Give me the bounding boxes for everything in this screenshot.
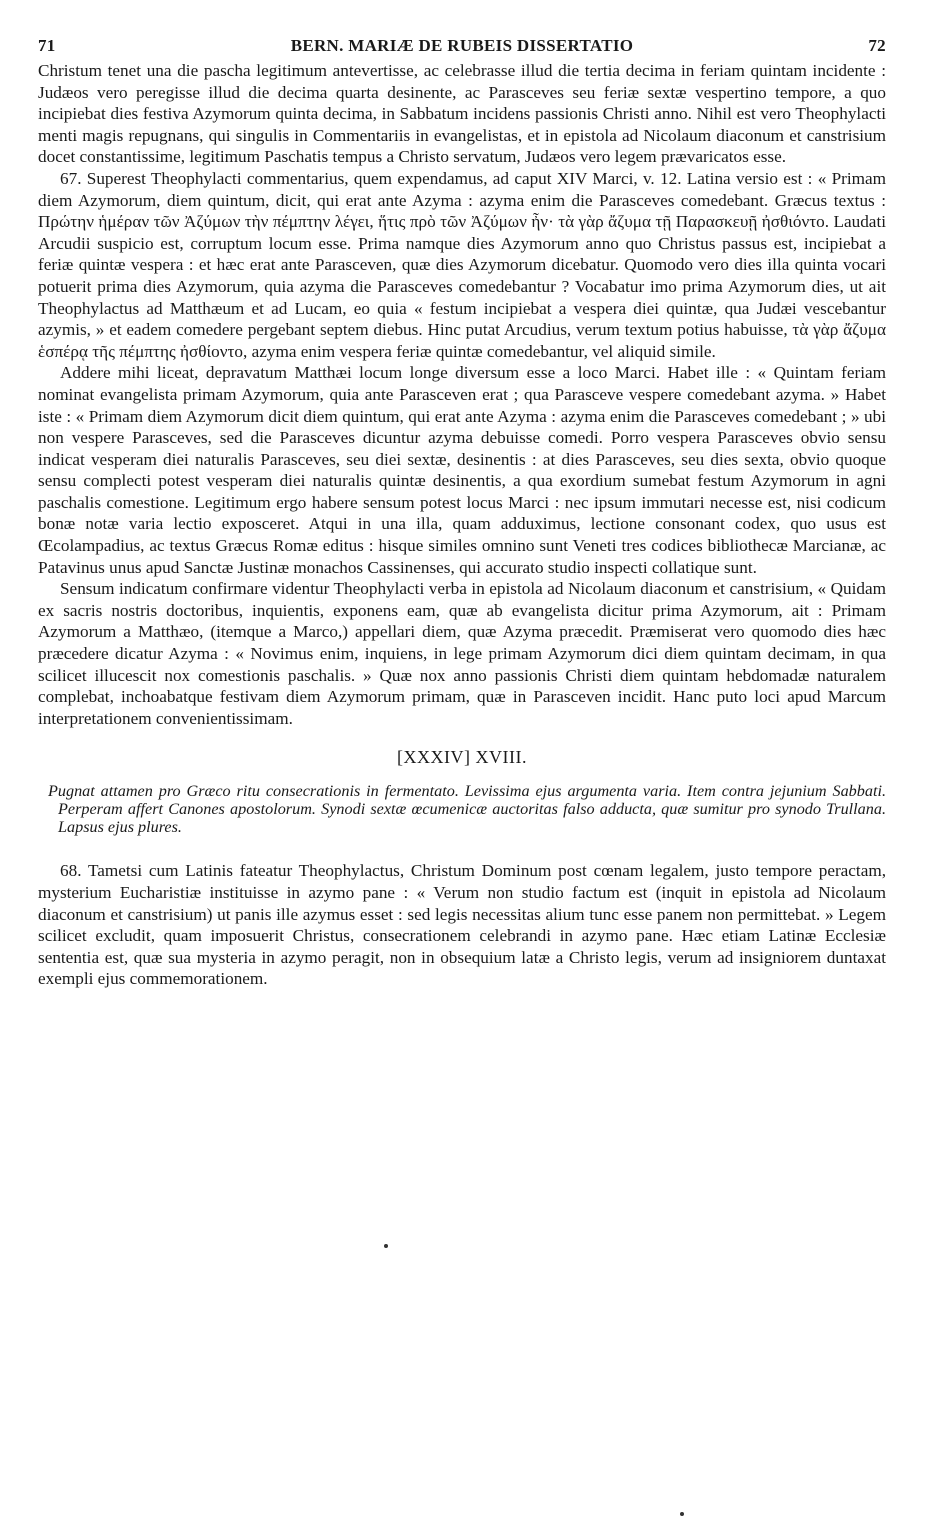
left-page-number: 71: [38, 36, 56, 55]
right-page-number: 72: [868, 36, 886, 55]
ink-speck: [384, 1244, 388, 1248]
section-heading: [XXXIV] XVIII.: [397, 747, 527, 768]
running-title: BERN. MARIÆ DE RUBEIS DISSERTATIO: [290, 36, 634, 55]
paragraph-addere: Addere mihi liceat, depravatum Matthæi locum longe diversum esse a loco Marci. Habet ille : « Quintam feriam nominat evangelista primam Azymorum, quia ante Parasceven erat ; qua Parasceve vespere comedebant azyma. » Habet iste : « Primam diem Azymorum dicit diem quintum, qui erat ante Azyma : azyma enim die Parasceves comedebant ; » ubi non vespere Parasceves, sed die Parasceves dicuntur azyma debuisse comedi. Porro vespera Parasceves obvio sensu indicat vesperam diei naturalis Parasceves, seu diei sextæ, desinentis : at dies Parasceves, seu dies sexta, obvio quoque sensu complecti potest vesperam diei naturalis quintæ desinentis, a qua exordium sumebat festum Azymorum in agni paschalis comestione. Legitimum ergo habere sensum potest locus Marci : nec ipsum immutari necesse est, nisi codicum bonæ notæ varia lectio exposceret. Atqui in una illa, quam adduximus, lectione consonant codex, quo usus est Œcolampadius, ac textus Græcus Romæ editus : hisque similes omnino sunt Veneti tres codices bibliothecæ Marcianæ, ac Patavinus unus apud Sanctæ Justinæ monachos Cassinenses, qui accurato studio inspecti collatique sunt.: [38, 363, 886, 577]
paragraph-67: 67. Superest Theophylacti commentarius, quem expendamus, ad caput XIV Marci, v. 12. Latina versio est : « Primam diem Azymorum, diem quintum, dicit, qui erat ante Azyma : azyma enim die Parasceves comedebant. Græcus textus : Πρώτην ἡμέραν τῶν Ἀζύμων τὴν πέμπτην λέγει, ἥτις πρὸ τῶν Ἀζύμων ἦν· τὰ γὰρ ἄζυμα τῇ Παρασκευῇ ἠσθιόντο. Laudati Arcudii suspicio est, corruptum locum esse. Prima namque dies Azymorum anno quo Christus passus est, incipiebat a feriæ quintæ vespera : et hæc erat ante Parasceven, quæ dies Azymorum dicebatur. Quomodo vero dies illa quinta vocari potuerit prima dies Azymorum, quia azyma die Parasceves comedebantur ? Vocabatur imo prima Azymorum dies, ut ait Theophylactus ad Matthæum et ad Lucam, eo quia « festum incipiebat a vespera diei quintæ, qua Judæi vescebantur azymis, » et eadem comedere pergebant septem diebus. Hinc putat Arcudius, verum textum potius habuisse, τὰ γὰρ ἄζυμα ἑσπέρᾳ τῆς πέμπτης ἠσθίοντο, azyma enim vespera feriæ quintæ comedebantur, vel aliquid simile.: [38, 168, 886, 361]
section-text: [38, 860, 886, 990]
main-text: [38, 60, 886, 729]
paragraph-68: 68. Tametsi cum Latinis fateatur Theophylactus, Christum Dominum post cœnam legalem, justo tempore peractam, mysterium Eucharistiæ instituisse in azymo pane : « Verum non studio factum est (inquit in epistola ad Nicolaum diaconum et canstrisium) ut panis ille azymus esset : sed legis necessitas alium tunc esse panem non permittebat. » Legem scilicet excludit, quam imposuerit Christus, consecrationem celebrandi in azymo pane. Hæc etiam Latinæ Ecclesiæ sententia est, quæ sua mysteria in azymo peragit, non in obsequium latæ a Christo legis, verum ad insigniorem duntaxat exempli ejus commemorationem.: [38, 861, 886, 989]
section-summary: Pugnat attamen pro Græco ritu consecrationis in fermentato. Levissima ejus argumenta varia. Item contra jejunium Sabbati. Perperam affert Canones apostolorum. Synodi sextæ œcumenicæ auctoritas falso adducta, quæ sumitur pro synodo Trullana. Lapsus ejus plures.: [48, 782, 886, 837]
ink-speck: [680, 1512, 684, 1516]
running-head: [38, 36, 886, 56]
paragraph-sensum: Sensum indicatum confirmare videntur Theophylacti verba in epistola ad Nicolaum diaconum et canstrisium, « Quidam ex sacris nostris doctoribus, inquientis, exponens eam, quæ ab evangelista dicitur prima Azymorum, ait : Primam Azymorum a Matthæo, (itemque a Marco,) appellari diem, quæ Azyma præcedit. Præmiserat vero quomodo dies hæc præcedere dicatur Azyma : « Novimus enim, inquiens, in lege primam Azymorum dici diem quintam decimam, in qua scilicet illucescit nox comestionis paschalis. » Quæ nox anno passionis Christi diem quintam hebdomadæ naturalem complebat, inchoabatque festivam diem Azymorum primam, quæ in Parasceven incidit. Hanc puto loci apud Marcum interpretationem convenientissimam.: [38, 579, 886, 728]
paragraph-continuation: Christum tenet una die pascha legitimum antevertisse, ac celebrasse illud die tertia decima in feriam quintam incidente : Judæos vero peregisse illud die decima quarta desinente, ac Parasceves seu feriæ sextæ vespertino tempore, a quo incipiebat dies festiva Azymorum quinta decima, in Sabbatum incidens passionis Christi anno. Nihil est vero Theophylacti menti magis repugnans, qui singulis in Commentariis in evangelistas, et in epistola ad Nicolaum diaconum et canstrisium docet constantissime, legitimum Paschatis tempus a Christo servatum, Judæos vero legem prævaricatos esse.: [38, 61, 886, 167]
